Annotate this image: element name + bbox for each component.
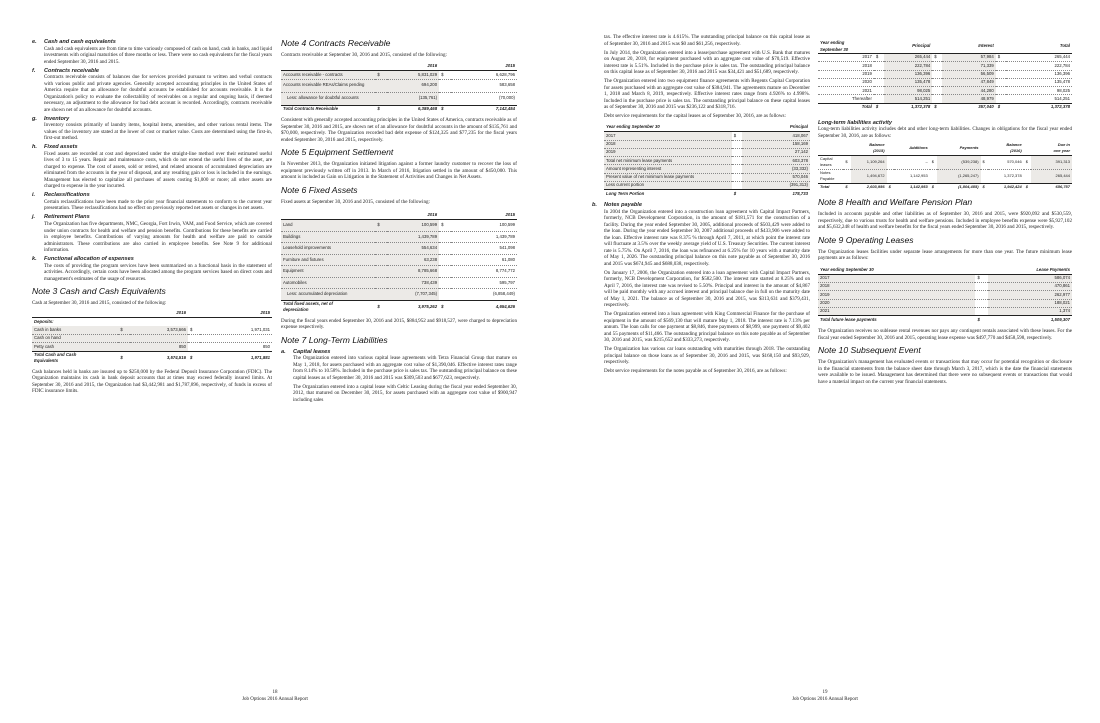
- cash-table: [32, 310, 272, 365]
- table-total-row: Long Term Portion $ 178,733: [604, 190, 810, 198]
- table-header: Balance (2015): [851, 142, 887, 156]
- section-letter: b.: [592, 202, 597, 209]
- table-row: Less: accumulated depreciation (7,707,345) (6,858,449): [281, 289, 517, 301]
- table-header: Additions: [894, 142, 930, 156]
- note-7-title: Note 7 Long-Term Liabilities: [281, 334, 388, 345]
- footer-left: [175, 690, 375, 703]
- note-4-text: Consistent with generally accepted accounting principles in the United States of America, contracts receivable as of September 30, 2016 and 2015, are shown net of an allowance for doubtful accounts in the amount of $135,761 and $70,000, respectively. The Organization recorded bad debt expense of $124,325 and $77,235 for the fiscal years ended September 30, 2016 and 2015, respectively.: [281, 117, 517, 143]
- capital-lease-text-4: Debt service requirements for the capital leases as of September 30, 2016, are as follows:: [604, 113, 786, 119]
- note-9-text-2: The Organization receives no sublease rental revenues nor pays any contingent rentals associated with these leases. For the fiscal year ended September 30, 2016 and 2015, operating lease expense was $497,770 and $458,598, respectively.: [818, 328, 1072, 341]
- table-header: Year ending September 30: [818, 40, 874, 54]
- section-e-text: Cash and cash equivalents are from time to time variously composed of cash on hand, cash in banks, and liquid investments with original maturities of three months or less. There were no cash equivalents for the fiscal years ended September 30, 2016 and 2015.: [44, 45, 272, 65]
- section-g-text: Inventory consists primarily of laundry items, hospital items, amenities, and other various rental items. The values of the inventory are stated at the lower of cost or market value. Costs are determined using the first-in, first-out method.: [44, 122, 272, 142]
- section-title: Cash and cash equivalents: [44, 39, 116, 45]
- table-row: 2018 222,784 71,339 222,784: [818, 62, 1072, 70]
- report-name: Job Options 2016 Annual Report: [792, 696, 858, 702]
- table-header: Total: [1006, 40, 1072, 54]
- fixed-assets-table: [281, 211, 517, 313]
- notes-payable-text-5: Debt service requirements for the notes payable as of September 30, 2016, are as follows:: [604, 368, 787, 375]
- section-letter: g.: [32, 115, 37, 122]
- table-row: Present value of net minimum lease payments 570,046: [604, 173, 810, 181]
- table-year-header: 2016: [130, 310, 188, 318]
- lt-liabilities-heading: Long-term liabilities activity: [818, 119, 892, 126]
- table-header: Principal: [742, 124, 810, 132]
- table-row: Furniture and fixtures 63,238 61,080: [281, 254, 517, 266]
- table-row: Thereafter 514,251 48,979 514,251: [818, 95, 1072, 103]
- section-h-text: Fixed assets are recorded at cost and depreciated under the straight-line method over their estimated useful lives of 3 to 15 years. Repair and maintenance costs, which do not extend the useful lives of the asset, are charged to expense. The cost of assets, sold or retired, and related amounts of accumulated depreciation are eliminated from the accounts in the year of disposal, and any resulting gain or loss is included in the earnings. Management has elected to capitalize all purchases of assets costing $1,000 or more; all other assets are charged to expense in the year incurred.: [44, 150, 272, 190]
- table-header: Balance (2016): [988, 142, 1024, 156]
- note-6-title: Note 6 Fixed Assets: [281, 184, 358, 195]
- table-row: Capital leases $ 1,109,264 – $ (539,238) $ 570,046 $ 391,313: [820, 155, 1070, 168]
- section-title: Functional allocation of expenses: [44, 256, 134, 263]
- notes-payable-schedule-table: [818, 40, 1072, 112]
- notes-payable-text-1: In 2004 the Organization entered into a construction loan agreement with Capital Impact Partners, formerly, NCB Development Corporation, in the amount of $181,571 for the construction of a facility. During the year ended September 30, 2005, additional proceeds of $503,429 were added to the loan. During the year ended September 30, 2007 additional proceeds of $433,906 were added to the loan. Effective interest rate was 8.375 % through April 7, 2011, at which point the interest rate will fluctuate at 3.5% over the weekly average yield of U.S. Treasury Securities. The current interest rate is 5.75%. On April 7, 2016, the loan was refinanced at 6.25% for 10 years with a maturity date of May 1, 2026. The outstanding principal balance on this note payable as of September 30, 2016 and 2015 was $674,945 and $688,038, respectively.: [604, 208, 810, 267]
- table-row: Automobiles 738,439 595,797: [281, 277, 517, 289]
- table-row: Land $ 100,599 $ 100,599: [281, 220, 517, 232]
- section-title: Inventory: [44, 115, 70, 122]
- table-row: 2020 135,478 47,849 135,478: [818, 78, 1072, 86]
- note-3-intro: Cash at September 30, 2016 and 2015, consisted of the following:: [32, 300, 167, 307]
- table-row: Less: allowance for doubtful accounts (135,761) (70,000): [281, 92, 517, 105]
- section-j-text: The Organization has five departments, NMC, Georgia, Fort Irwin, VAM, and Food Service, which are covered under union contracts for health and welfare and pension benefits. Contributions for these benefits are carried in employee benefits. Contributions of varying amounts for health and welfare are paid to outside administrators. These contributions are also carried in employee benefits. See Note 9 for additional information.: [44, 221, 272, 254]
- section-title: Reclassifications: [44, 192, 90, 199]
- note-8-text: Included in accounts payable and other liabilities as of September 30, 2016 and 2015, were $920,092 and $530,559, respectively, due to various trusts for health and welfare pensions. Included in employee benefits expense were $5,927,102 and $5,632,248 of health and welfare benefits for the fiscal years ended September 30, 2016 and 2015, respectively.: [818, 211, 1072, 231]
- note-5-text: In November 2013, the Organization initiated litigation against a former laundry customer to recover the loss of equipment previously written off in 2013. In March of 2016, litigation settled in the amount of $450,000. This amount is included as Gain on Litigation in the Statement of Activities and Changes in Net Assets.: [281, 161, 517, 181]
- capital-lease-table: [604, 124, 810, 199]
- notes-payable-text-3: The Organization entered into a loan agreement with King Commercial Finance for the purchase of equipment in the amount of $569,130 that will mature May 1, 2018. The interest rate is 7.13% per annum. The loan calls for one payment at $8,846, three payments of $8,999, one payment of $9,402 and 55 payments of $11,466. The outstanding principal balance on this note payable as of September 30, 2016 and 2015, was $215,652 and $333,273, respectively.: [604, 311, 810, 344]
- note-3-text: Cash balances held in banks are insured up to $250,000 by the Federal Deposit Insurance Corporation (FDIC). The Organization maintains its cash in bank deposit accounts that at times may exceed federally insured limits. At September 30, 2016 and 2015, the Organization had $3,442,981 and $1,787,896, respectively, of funds in excess of FDIC insurance limits.: [32, 368, 272, 395]
- section-title: Capital leases: [293, 348, 331, 355]
- table-row: Petty cash 850 850: [32, 343, 272, 351]
- note-5-title: Note 5 Equipment Settlement: [281, 147, 394, 158]
- section-title: Retirement Plans: [44, 214, 90, 221]
- section-i-heading: [32, 192, 272, 199]
- table-year-header: 2016: [387, 211, 439, 219]
- table-section-label: Deposits:: [34, 319, 54, 325]
- lt-liabilities-text: Long-term liabilities activity includes debt and other long-term liabilities. Changes in obligations for the fiscal year ended September 30, 2016, are as follows:: [818, 126, 1072, 139]
- liabilities-activity-table: [818, 142, 1072, 192]
- section-i-text: Certain reclassifications have been made to the prior year financial statements to conform to the current year presentation. These reclassifications had no effect on previously reported net assets or changes in net assets.: [44, 198, 272, 212]
- section-title: Contracts receivable: [44, 67, 100, 74]
- table-row: 2019 27,142: [604, 148, 810, 156]
- table-year-header: 2015: [451, 211, 517, 219]
- table-row: 2017 $ 586,074: [818, 274, 1072, 282]
- table-total-row: Total $ 2,603,956 $ 1,142,953 $ (1,804,485) $ 1,942,424 $ 656,757: [818, 183, 1072, 191]
- table-row: 2021 1,374: [818, 307, 1072, 315]
- table-header: Year ending September 30: [818, 266, 975, 274]
- section-letter: f.: [32, 67, 36, 74]
- table-header: Due in one year: [1031, 142, 1072, 156]
- section-a-heading: [281, 349, 517, 356]
- section-k-text: The costs of providing the program services have been summarized on a functional basis in the statement of activities. Accordingly, certain costs have been allocated among the program services based on direct costs and management's estimates of the usage of resources.: [44, 262, 272, 282]
- footer-right: [725, 690, 925, 703]
- table-row: Cash in banks $ 3,573,666 $ 1,971,031: [32, 326, 272, 334]
- table-total-row: Total fixed assets, net of depreciation $ 3,975,262 $ 4,654,626: [283, 300, 515, 313]
- table-year-header: 2015: [200, 310, 272, 318]
- table-total-row: Total future lease payments $ 1,509,307: [818, 316, 1072, 324]
- contracts-receivable-table: [281, 63, 517, 114]
- table-row: Less current portion (391,313): [604, 182, 810, 190]
- table-header: Payments: [937, 142, 980, 156]
- table-row: Cash on hand: [32, 335, 272, 343]
- table-row: Leasehold improvements 554,634 541,098: [281, 243, 517, 255]
- note-4-title: Note 4 Contracts Receivable: [281, 38, 391, 48]
- table-year-header: 2015: [451, 63, 517, 71]
- table-row: 2018 470,861: [818, 283, 1072, 291]
- section-a-text: The Organization entered into various capital lease agreements with Tetra Financial Group that mature on May 1, 2018, for assets purchased with an aggregate cost value of $1,390,046. Effective interest rates range from 8.14% to 10.58%. Included in the purchase price is sales tax. The outstanding principal balance on these capital leases as of September 30, 2016 and 2015 was $309,503 and $677,623, respectively.: [293, 355, 517, 381]
- column-4: [818, 40, 1072, 388]
- section-letter: a.: [281, 348, 286, 355]
- section-letter: i.: [32, 192, 36, 199]
- table-row: Notes Payable 1,494,672 1,142,953 (1,265,247) 1,372,378 265,444: [820, 169, 1070, 182]
- table-row: Amount representing interest (33,332): [604, 165, 810, 173]
- table-row: 2018 158,169: [604, 140, 810, 148]
- section-a-text-2: The Organization entered into a capital lease with Celtic Leasing during the fiscal year ended September 30, 2012, that matured on December 30, 2015, for assets purchased with an aggregate cost value of $900,947 including sales: [293, 383, 517, 403]
- report-name: Job Options 2016 Annual Report: [242, 696, 308, 702]
- table-header: Interest: [942, 40, 995, 54]
- section-title: Fixed assets: [44, 144, 78, 151]
- table-row: Accounts receivable REAs/Claims pending 694,200 583,658: [281, 79, 517, 92]
- capital-lease-text-1: tax. The effective interest rate is 4.615%. The outstanding principal balance on this capital lease as of September 30, 2016 and 2015 was $0 and $61,256, respectively.: [604, 34, 810, 47]
- table-header: Principal: [884, 40, 932, 54]
- section-e-heading: [32, 39, 272, 46]
- table-row: 2019 136,396 56,509 136,396: [818, 70, 1072, 78]
- table-row: Total net minimum lease payments 603,378: [604, 157, 810, 165]
- column-2: [281, 38, 517, 406]
- note-6-text: During the fiscal years ended September 30, 2016 and 2015, $884,952 and $918,527, were charged to depreciation expense respectively.: [281, 317, 517, 331]
- table-row: 2020 188,021: [818, 299, 1072, 307]
- table-row: Buildings 1,439,789 1,439,789: [281, 231, 517, 243]
- column-3: [592, 34, 810, 377]
- note-4-intro: Contracts receivable at September 30, 2016 and 2015, consisted of the following:: [281, 52, 447, 58]
- note-9-text: The Organization leases facilities under separate lease arrangements for more than one year. The future minimum lease payments are as follows:: [818, 248, 1072, 262]
- section-k-heading: [32, 256, 272, 263]
- table-row: 2021 98,025 44,280 98,025: [818, 87, 1072, 95]
- notes-payable-text-2: On January 17, 2006, the Organization entered into a loan agreement with Capital Impact Partners, formerly, NCB Development Corporation, for $582,500. The interest rate started at 8.25% and on April 7, 2016, the interest rate was revised to 5.50%. Principal and interest in the amount of $4,867 will be paid monthly with any accrued interest and principal balance due in full on the maturity date of May 1, 2021. The balance as of September 30, 2016 and 2015, was $313,631 and $379,431, respectively.: [604, 269, 810, 309]
- section-title: Notes payable: [604, 202, 642, 209]
- table-header: Year ending September 30: [604, 124, 732, 132]
- note-8-title: Note 8 Health and Welfare Pension Plan: [818, 197, 973, 208]
- table-total-row: Total $ 1,372,378 $ 357,040 $ 1,372,378: [818, 103, 1072, 111]
- section-letter: j.: [32, 214, 36, 221]
- page-number: 18: [272, 690, 278, 695]
- table-year-header: 2016: [387, 63, 439, 71]
- note-10-title: Note 10 Subsequent Event: [818, 345, 921, 356]
- table-row: Accounts receivable - contracts $ 5,831,029 $ 6,628,796: [281, 71, 517, 79]
- table-header: Lease Payments: [988, 266, 1072, 274]
- note-10-text: The Organization's management has evaluated events or transactions that may occur for potential recognition or disclosure in the financial statements from the balance sheet date through March 3, 2017, which is the date the financial statements were available to be issued. Management has determined that there were no subsequent events or transactions that would have a material impact on the current year financial statements.: [818, 359, 1072, 385]
- section-b-heading: [592, 202, 810, 209]
- table-row: 2017 $ 418,067: [604, 132, 810, 140]
- section-letter: k.: [32, 256, 37, 263]
- note-9-title: Note 9 Operating Leases: [818, 234, 914, 245]
- table-row: 2019 262,977: [818, 291, 1072, 299]
- table-total-row: Total Contracts Receivable $ 6,389,468 $ 7,142,454: [281, 105, 517, 113]
- capital-lease-text-3: The Organization entered into two equipment finance agreements with Regents Capital Corporation for assets purchased with an aggregate cost value of $384,941. The agreements mature on December 1, 2018 and March 8, 2019, respectively. Effective interest rates range from 4.926% to 4.998%. Included in the purchase price is sales tax. The outstanding principal balance on these capital leases as of September 30, 2016 and 2015 was $236,122 and $318,716.: [604, 78, 810, 110]
- section-h-heading: [32, 144, 272, 151]
- section-letter: h.: [32, 144, 37, 151]
- note-6-intro: Fixed assets at September 30, 2016 and 2015, consisted of the following:: [281, 198, 430, 205]
- notes-payable-text-4: The Organization has various car loans outstanding with maturities through 2018. The outstanding principal balance on those loans as of September 30, 2016 and 2015, was $168,150 and $93,929, respectively.: [604, 346, 810, 366]
- page-number: 19: [822, 690, 828, 695]
- table-row: 2017 $ 265,444 $ 57,984 $ 265,444: [818, 54, 1072, 62]
- capital-lease-text-2: In July 2014, the Organization entered into a lease/purchase agreement with U.S. Bank that matures on August 20, 2018, for equipment purchased with an aggregate cost value of $70,519. Effective interest rate is 5.51%. Included in the purchase price is sales tax. The outstanding principal balance on this capital lease as of September 30, 2016 and 2015 was $34,421 and $51,689, respectively.: [604, 49, 810, 75]
- note-3-title: Note 3 Cash and Cash Equivalents: [32, 286, 166, 297]
- column-1: [32, 38, 272, 397]
- section-f-text: Contracts receivable consists of balances due for services provided pursuant to written and verbal contracts with various public and private agencies. Generally accepted accounting principles in the United States of America require that an allowance for doubtful accounts be established for accounts receivable. It is the Organization's policy to evaluate the collectability of receivables on a regular and ongoing basis, if deemed necessary, an adjustment to the allowance for bad debt account is recorded. Accordingly, contracts receivable are shown net of an allowance for doubtful accounts.: [44, 74, 272, 113]
- table-total-row: Total Cash and Cash Equivalents $ 3,574,516 $ 1,971,881: [34, 351, 270, 364]
- table-row: Equipment 8,785,668 8,774,772: [281, 266, 517, 278]
- section-letter: e.: [32, 39, 37, 45]
- operating-lease-table: [818, 266, 1072, 324]
